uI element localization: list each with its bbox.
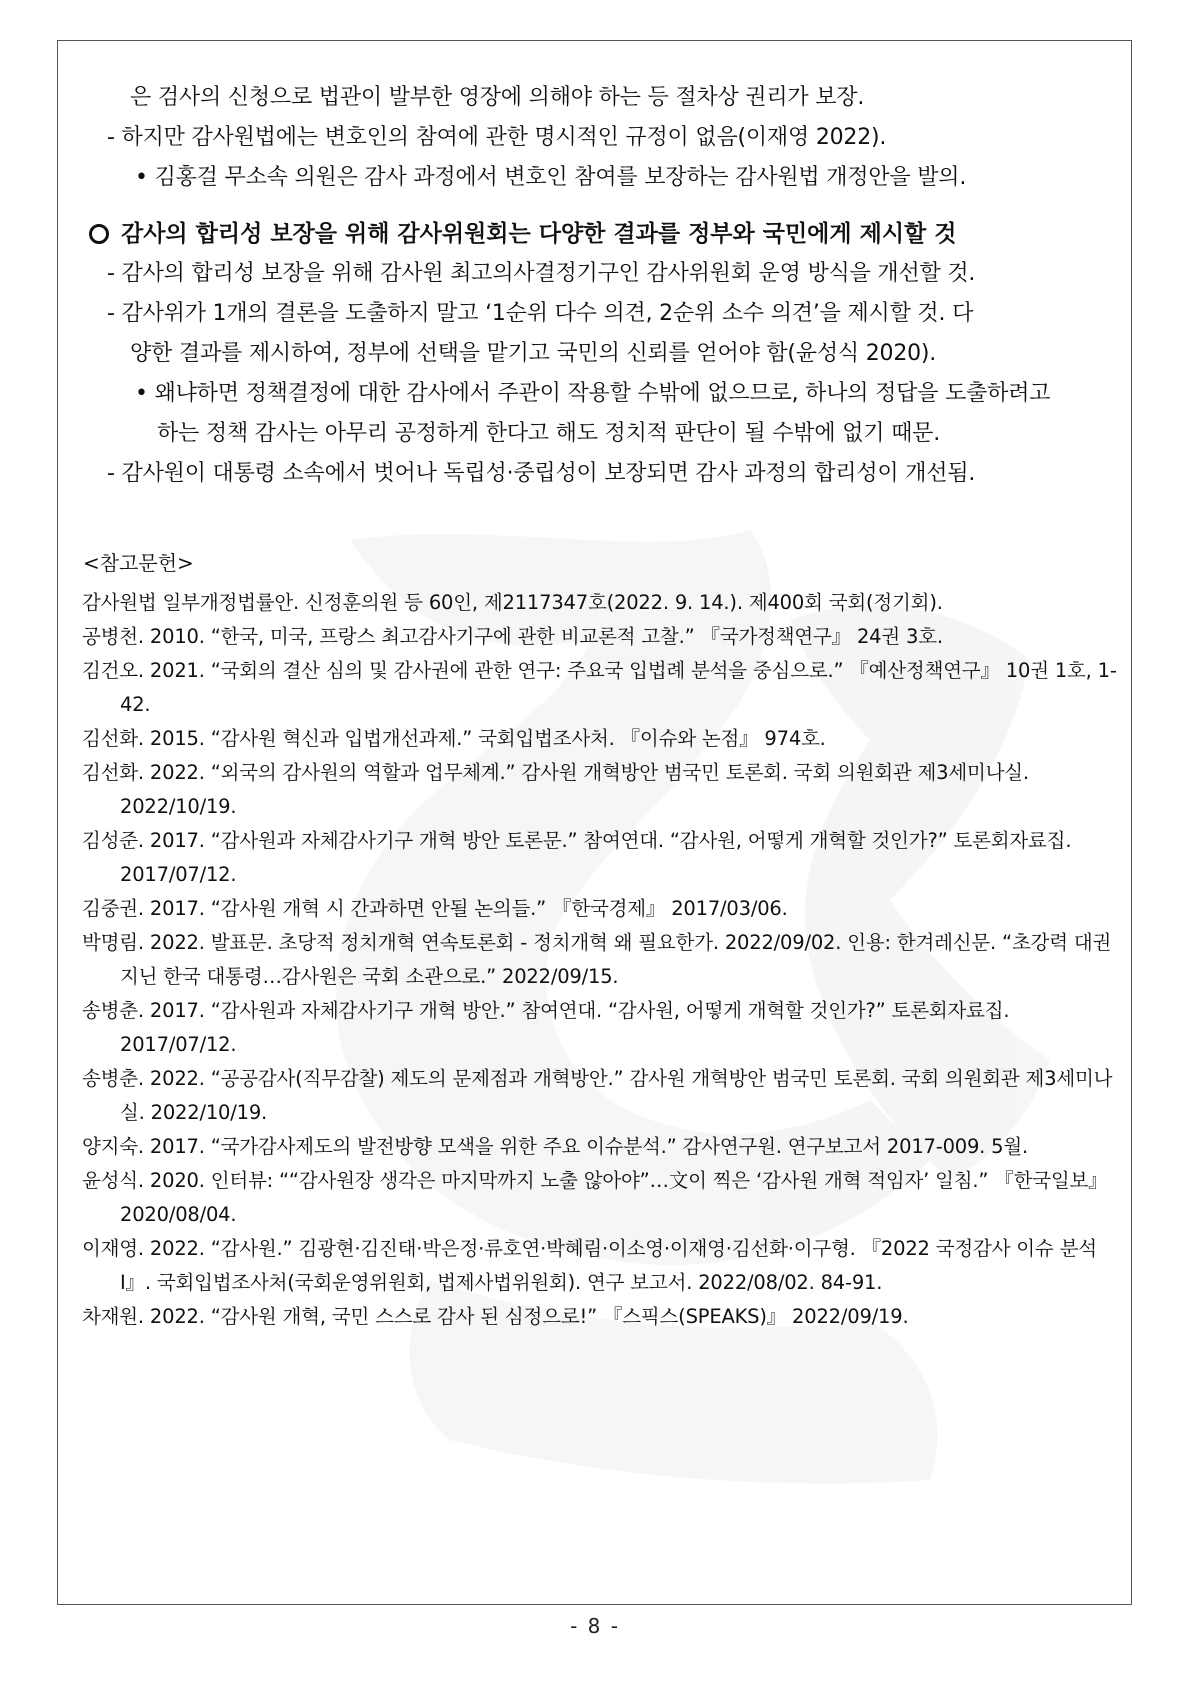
- reference-item: 김선화. 2022. “외국의 감사원의 역할과 업무체계.” 감사원 개혁방안 범국민 토론회. 국회 의원회관 제3세미나실. 2022/10/19.: [82, 761, 1029, 818]
- reference-item: 공병천. 2010. “한국, 미국, 프랑스 최고감사기구에 관한 비교론적 고찰.” 『국가정책연구』 24권 3호.: [82, 625, 943, 648]
- reference-item: 감사원법 일부개정법률안. 신정훈의원 등 60인, 제2117347호(2022. 9. 14.). 제400회 국회(정기회).: [82, 591, 943, 614]
- circle-bullet-icon: [89, 224, 109, 244]
- reference-item: 박명림. 2022. 발표문. 초당적 정치개혁 연속토론회 - 정치개혁 왜 필요한가. 2022/09/02. 인용: 한겨레신문. “초강력 대권 지닌 한국 대통령…감사원은 국회 소관으로.” 2022/09/15.: [82, 931, 1112, 988]
- continuation-line: 은 검사의 신청으로 법관이 발부한 영장에 의해야 하는 등 절차상 권리가 보장.: [130, 85, 865, 110]
- reference-item: 김성준. 2017. “감사원과 자체감사기구 개혁 방안 토론문.” 참여연대. “감사원, 어떻게 개혁할 것인가?” 토론회자료집. 2017/07/12.: [82, 829, 1072, 886]
- reference-item: 이재영. 2022. “감사원.” 김광현·김진태·박은정·류호연·박혜림·이소영·이재영·김선화·이구형. 『2022 국정감사 이슈 분석 Ⅰ』. 국회입법조사처(국회운영위원회, 법제사법위원회). 연구 보고서. 2022/08/02. 84-91.: [82, 1237, 1097, 1294]
- reference-item: 윤성식. 2020. 인터뷰: ““감사원장 생각은 마지막까지 노출 않아야”…文이 찍은 ‘감사원 개혁 적임자’ 일침.” 『한국일보』 2020/08/04.: [82, 1169, 1108, 1226]
- dash-item-continuation: 양한 결과를 제시하여, 정부에 선택을 맡기고 국민의 신뢰를 얻어야 함(윤성식 2020).: [130, 341, 937, 366]
- dash-item: - 하지만 감사원법에는 변호인의 참여에 관한 명시적인 규정이 없음(이재영 2022).: [107, 125, 887, 150]
- reference-item: 김선화. 2015. “감사원 혁신과 입법개선과제.” 국회입법조사처. 『이슈와 논점』 974호.: [82, 727, 826, 750]
- reference-item: 차재원. 2022. “감사원 개혁, 국민 스스로 감사 된 심정으로!” 『스픽스(SPEAKS)』 2022/09/19.: [82, 1305, 909, 1328]
- section-heading-text: 감사의 합리성 보장을 위해 감사위원회는 다양한 결과를 정부와 국민에게 제시할 것: [121, 221, 957, 247]
- page-content: [82, 78, 1117, 1334]
- bullet-item: • 김홍걸 무소속 의원은 감사 과정에서 변호인 참여를 보장하는 감사원법 개정안을 발의.: [135, 165, 967, 190]
- references-title: <참고문헌>: [83, 551, 194, 575]
- section-heading: [85, 214, 1110, 254]
- dash-item: - 감사의 합리성 보장을 위해 감사원 최고의사결정기구인 감사위원회 운영 방식을 개선할 것.: [107, 261, 976, 286]
- bullet-item-continuation: 하는 정책 감사는 아무리 공정하게 한다고 해도 정치적 판단이 될 수밖에 없기 때문.: [157, 421, 941, 446]
- reference-item: 양지숙. 2017. “국가감사제도의 발전방향 모색을 위한 주요 이슈분석.” 감사연구원. 연구보고서 2017-009. 5월.: [82, 1135, 1029, 1158]
- bullet-item: • 왜냐하면 정책결정에 대한 감사에서 주관이 작용할 수밖에 없으므로, 하나의 정답을 도출하려고: [135, 381, 1051, 406]
- reference-item: 김중권. 2017. “감사원 개혁 시 간과하면 안될 논의들.” 『한국경제』 2017/03/06.: [82, 897, 788, 920]
- references-list: [82, 586, 1117, 1334]
- reference-item: 김건오. 2021. “국회의 결산 심의 및 감사권에 관한 연구: 주요국 입법례 분석을 중심으로.” 『예산정책연구』 10권 1호, 1-42.: [82, 659, 1117, 716]
- page-number: - 8 -: [570, 1614, 620, 1638]
- reference-item: 송병춘. 2017. “감사원과 자체감사기구 개혁 방안.” 참여연대. “감사원, 어떻게 개혁할 것인가?” 토론회자료집. 2017/07/12.: [82, 999, 1010, 1056]
- dash-item: - 감사위가 1개의 결론을 도출하지 말고 ‘1순위 다수 의견, 2순위 소수 의견’을 제시할 것. 다: [107, 301, 974, 326]
- reference-item: 송병춘. 2022. “공공감사(직무감찰) 제도의 문제점과 개혁방안.” 감사원 개혁방안 범국민 토론회. 국회 의원회관 제3세미나실. 2022/10/19.: [82, 1067, 1113, 1124]
- dash-item: - 감사원이 대통령 소속에서 벗어나 독립성·중립성이 보장되면 감사 과정의 합리성이 개선됨.: [107, 461, 976, 486]
